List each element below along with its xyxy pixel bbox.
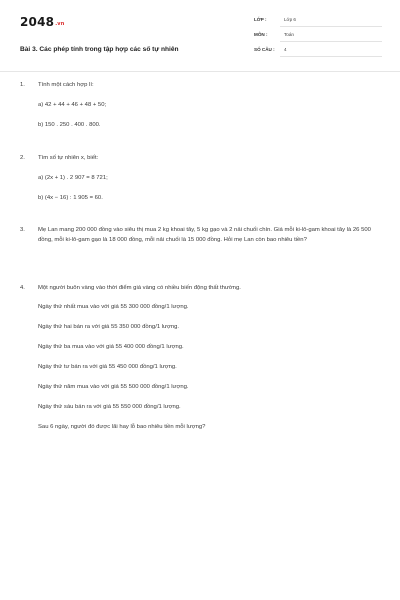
page-header bbox=[20, 13, 382, 63]
question-text: Tìm số tự nhiên x, biết: bbox=[38, 155, 99, 161]
meta-underline bbox=[280, 41, 382, 42]
meta-underline bbox=[280, 56, 382, 57]
question-text: Một người buôn vàng vào thời điểm giá vàng có nhiều biến động thất thường. bbox=[38, 285, 241, 291]
header-divider bbox=[0, 71, 400, 72]
question-part: Ngày thứ hai bán ra với giá 55 350 000 đồng/1 lượng. bbox=[38, 324, 180, 330]
meta-value: Toán bbox=[284, 32, 294, 37]
question-part: b) (4x − 16) : 1 905 = 60. bbox=[38, 195, 103, 201]
question-text: Mẹ Lan mang 200 000 đồng vào siêu thị mua 2 kg khoai tây, 5 kg gạo và 2 nải chuối chín. Giá mỗi ki-lô-gam khoai tây là 26 500 đồng, mỗi ki-lô-gam gạo là 18 000 đồng, mỗi nải chuối là 15 000 đồng. Hỏi mẹ Lan còn bao nhiêu tiền? bbox=[38, 227, 371, 243]
meta-value: 4 bbox=[284, 47, 287, 52]
question-number: 2. bbox=[20, 155, 25, 161]
meta-label: SỐ CÂU : bbox=[254, 47, 275, 52]
logo-main: 2048 bbox=[20, 15, 55, 29]
question-part: Ngày thứ sáu bán ra với giá 55 550 000 đồng/1 lượng. bbox=[38, 404, 181, 410]
question-number: 1. bbox=[20, 82, 25, 88]
question-part: Ngày thứ năm mua vào với giá 55 500 000 đồng/1 lượng. bbox=[38, 384, 189, 390]
question-number: 3. bbox=[20, 227, 25, 233]
meta-underline bbox=[280, 26, 382, 27]
meta-row-count bbox=[254, 43, 382, 59]
meta-row-grade bbox=[254, 13, 382, 29]
question-part: b) 150 . 250 . 400 . 800. bbox=[38, 122, 101, 128]
meta-value: Lớp 6 bbox=[284, 17, 296, 22]
page-title: Bài 3. Các phép tính trong tập hợp các số tự nhiên bbox=[20, 46, 179, 53]
meta-label: MÔN : bbox=[254, 32, 268, 37]
meta-label: LỚP : bbox=[254, 17, 267, 22]
question-text: Tính một cách hợp lí: bbox=[38, 82, 94, 88]
question-part: a) 42 + 44 + 46 + 48 + 50; bbox=[38, 102, 107, 108]
meta-row-subject bbox=[254, 28, 382, 44]
logo-suffix: .vn bbox=[55, 21, 65, 27]
question-part: Sau 6 ngày, người đó được lãi hay lỗ bao nhiêu tiền mỗi lượng? bbox=[38, 424, 206, 430]
question-part: Ngày thứ ba mua vào với giá 55 400 000 đồng/1 lượng. bbox=[38, 344, 184, 350]
question-part: a) (2x + 1) . 2 907 = 8 721; bbox=[38, 175, 108, 181]
question-part: Ngày thứ nhất mua vào với giá 55 300 000 đồng/1 lượng. bbox=[38, 304, 189, 310]
question-number: 4. bbox=[20, 285, 25, 291]
question-part: Ngày thứ tư bán ra với giá 55 450 000 đồng/1 lượng. bbox=[38, 364, 177, 370]
site-logo[interactable] bbox=[20, 15, 65, 29]
